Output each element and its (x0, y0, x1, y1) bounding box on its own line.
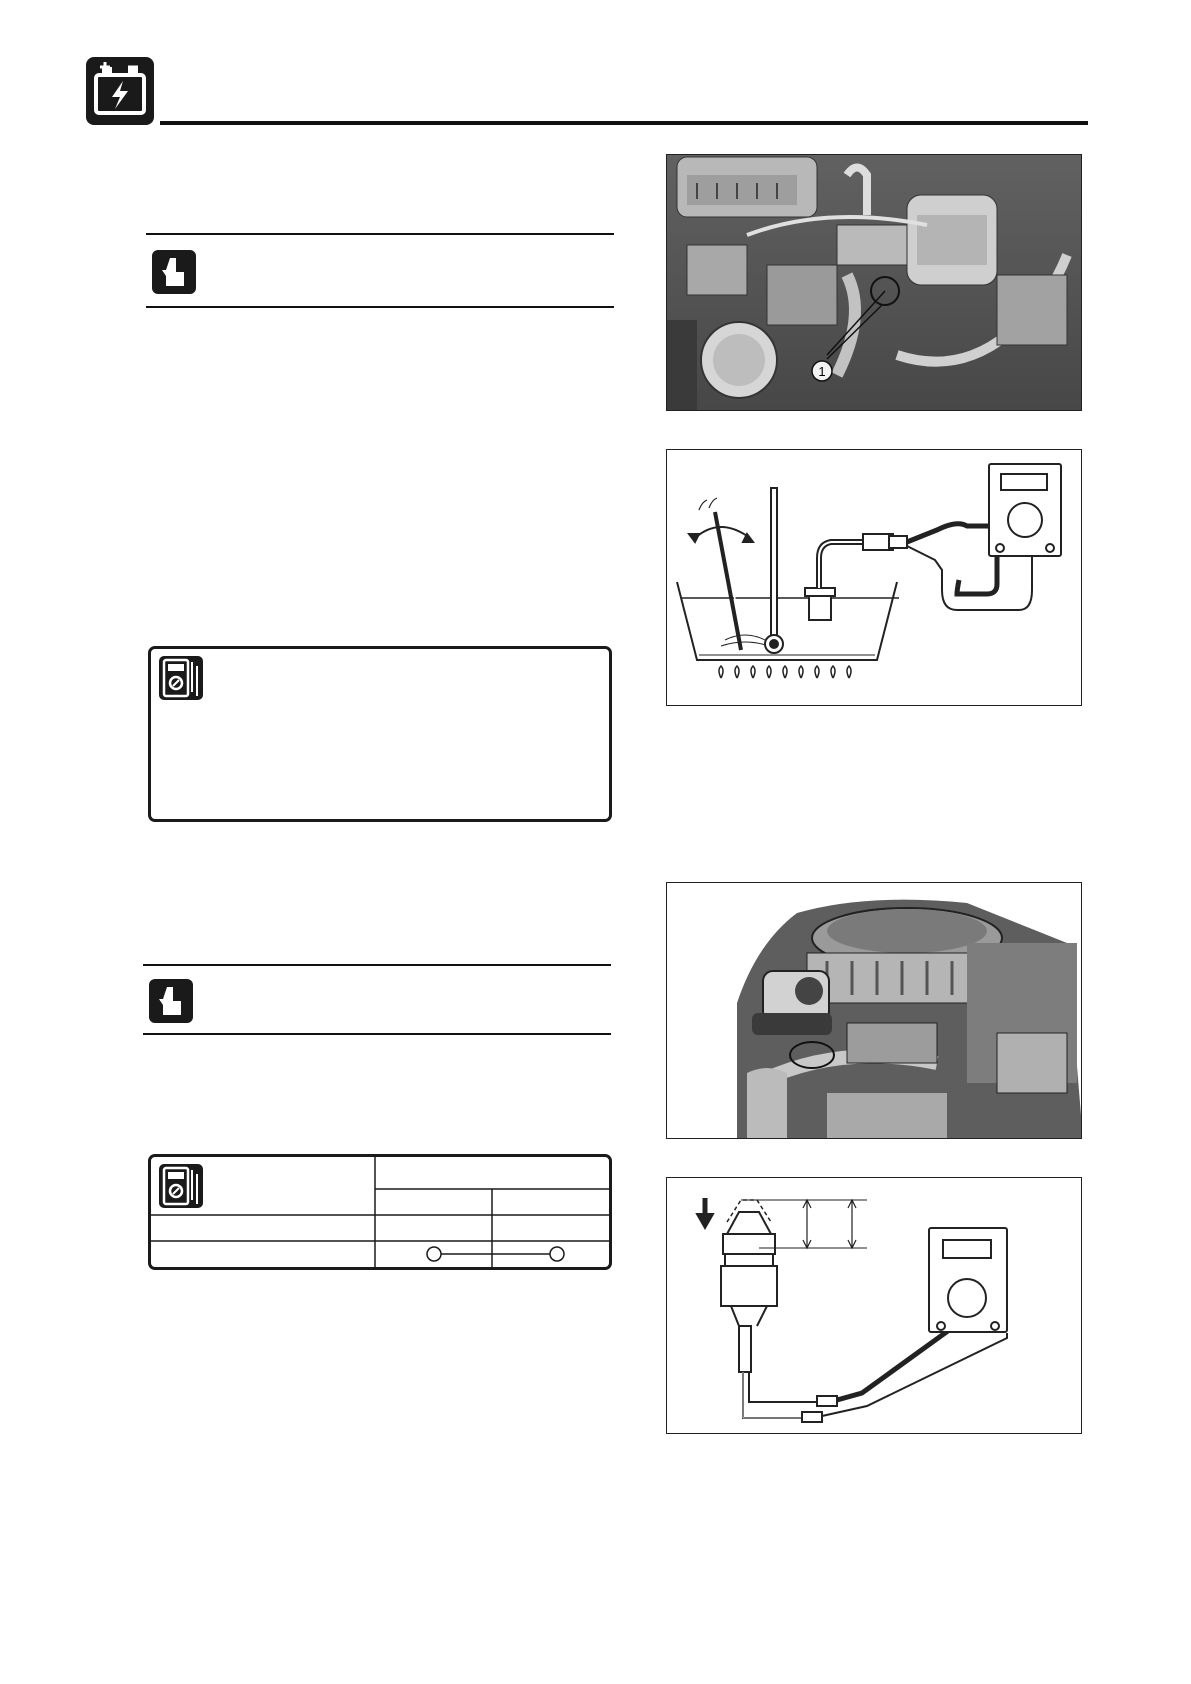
engine-top-photo-figure (666, 882, 1082, 1139)
note-bottom-rule (143, 1033, 611, 1035)
continuity-circle (427, 1247, 441, 1261)
callout-number: 1 (818, 364, 826, 379)
header-rule (160, 121, 1088, 125)
engine-photo-figure (666, 154, 1082, 411)
pointing-hand-icon (152, 250, 196, 294)
continuity-circle (550, 1247, 564, 1261)
pointing-hand-icon (149, 979, 193, 1023)
spec-box (148, 646, 612, 822)
battery-electrical-icon (86, 57, 154, 125)
note-top-rule (146, 233, 614, 235)
spec-table (148, 1154, 612, 1270)
multimeter-icon (159, 656, 203, 700)
spec-table-grid (151, 1157, 609, 1267)
note-bottom-rule (146, 306, 614, 308)
pressure-switch-test-figure (666, 1177, 1082, 1434)
thermoswitch-test-figure (666, 449, 1082, 706)
note-top-rule (143, 964, 611, 966)
